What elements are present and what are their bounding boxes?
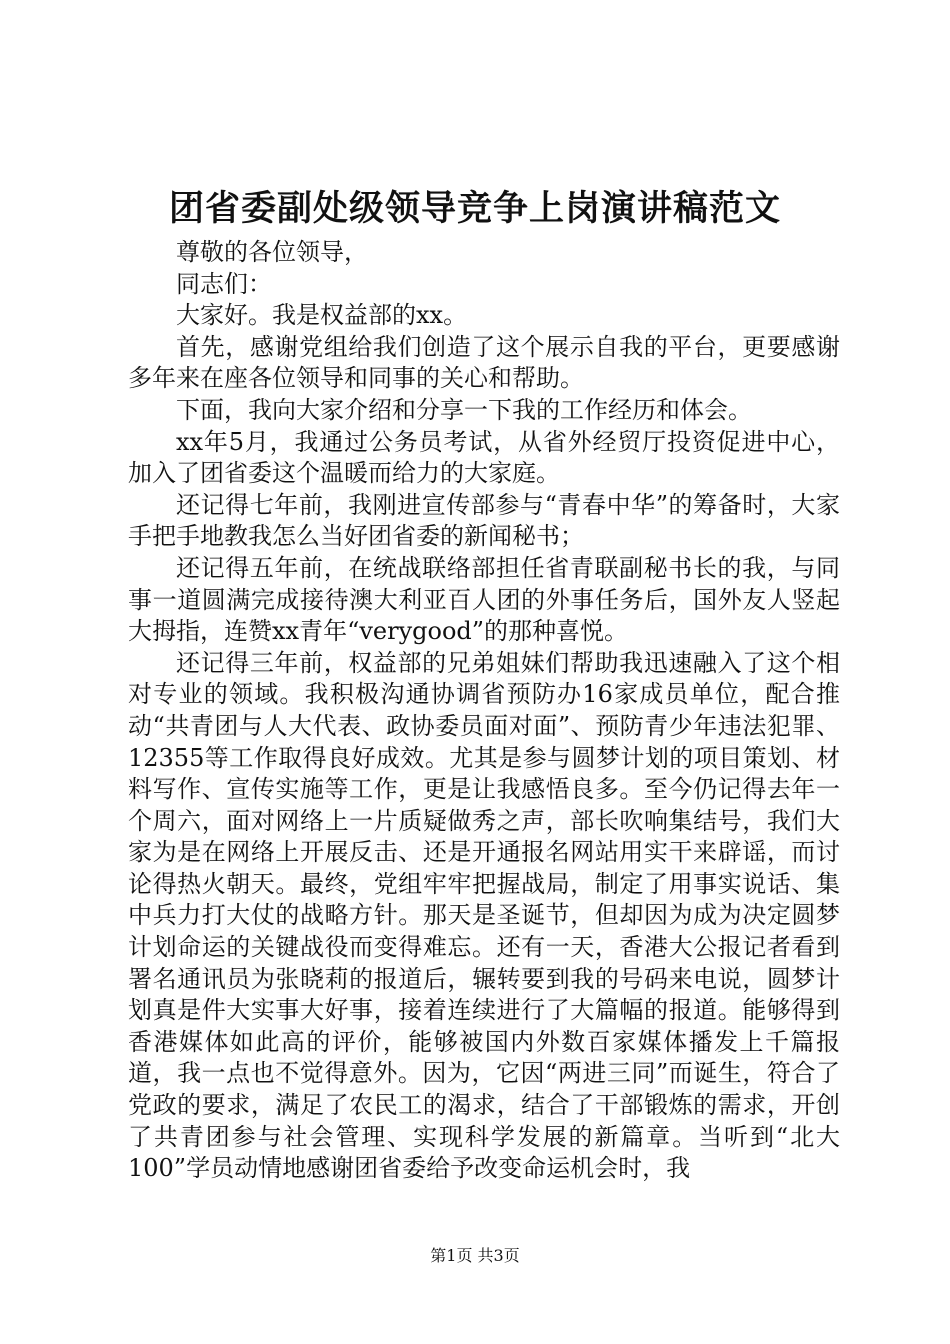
paragraph-joining: xx年5月，我通过公务员考试，从省外经贸厅投资促进中心，加入了团省委这个温暖而给力的大家庭。 xyxy=(128,427,840,488)
paragraph-introduction: 大家好。我是权益部的xx。 xyxy=(176,301,468,330)
document-body xyxy=(128,237,840,1185)
paragraph-salutation: 尊敬的各位领导， xyxy=(176,238,368,266)
paragraph-seven-years-ago: 还记得七年前，我刚进宣传部参与“青春中华”的筹备时，大家手把手地教我怎么当好团省委的新闻秘书； xyxy=(128,490,840,551)
page-number: 第1页 共3页 xyxy=(430,1246,520,1265)
paragraph-thanks: 首先，感谢党组给我们创造了这个展示自我的平台，更要感谢多年来在座各位领导和同事的关心和帮助。 xyxy=(128,332,840,393)
paragraph-greeting: 同志们： xyxy=(176,269,272,298)
document-title: 团省委副处级领导竞争上岗演讲稿范文 xyxy=(168,188,781,229)
page-footer xyxy=(0,1246,950,1266)
paragraph-three-years-ago: 还记得三年前，权益部的兄弟姐妹们帮助我迅速融入了这个相对专业的领域。我积极沟通协调省预防办16家成员单位，配合推动“共青团与人大代表、政协委员面对面”、预防青少年违法犯罪、12355等工作取得良好成效。尤其是参与圆梦计划的项目策划、材料写作、宣传实施等工作，更是让我感悟良多。至今仍记得去年一个周六，面对网络上一片质疑做秀之声，部长吹响集结号，我们大家为是在网络上开展反击、还是开通报名网站用实干来辟谣，而讨论得热火朝天。最终，党组牢牢把握战局，制定了用事实说话、集中兵力打大仗的战略方针。那天是圣诞节，但却因为成为决定圆梦计划命运的关键战役而变得难忘。还有一天，香港大公报记者看到署名通讯员为张晓莉的报道后，辗转要到我的号码来电说，圆梦计划真是件大实事大好事，接着连续进行了大篇幅的报道。能够得到香港媒体如此高的评价，能够被国内外数百家媒体播发上千篇报道，我一点也不觉得意外。因为，它因“两进三同”而诞生，符合了党政的要求，满足了农民工的渴求，结合了干部锻炼的需求，开创了共青团参与社会管理、实现科学发展的新篇章。当听到“北大100”学员动情地感谢团省委给予改变命运机会时，我 xyxy=(128,648,840,1183)
paragraph-five-years-ago: 还记得五年前，在统战联络部担任省青联副秘书长的我，与同事一道圆满完成接待澳大利亚百人团的外事任务后，国外友人竖起大拇指，连赞xx青年“verygood”的那种喜悦。 xyxy=(128,553,840,646)
paragraph-overview: 下面，我向大家介绍和分享一下我的工作经历和体会。 xyxy=(176,395,752,424)
